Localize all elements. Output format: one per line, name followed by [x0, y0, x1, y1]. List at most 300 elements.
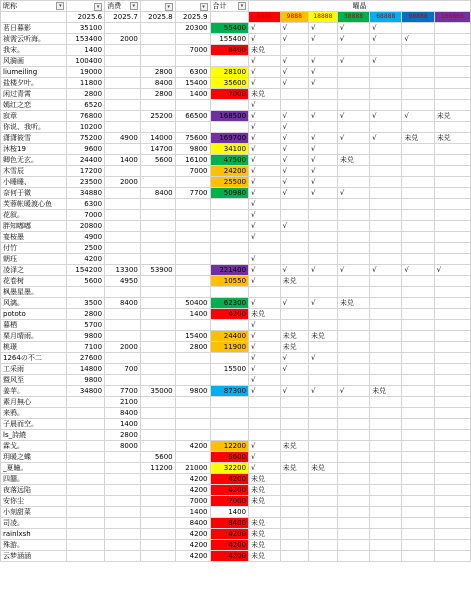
level-cell[interactable] — [402, 78, 434, 89]
month-cell[interactable] — [140, 430, 175, 441]
level-cell[interactable] — [249, 430, 281, 441]
level-cell[interactable] — [370, 364, 402, 375]
level-cell[interactable]: √ — [249, 122, 281, 133]
month-cell[interactable] — [140, 551, 175, 562]
level-cell[interactable]: √ — [308, 34, 337, 45]
level-cell[interactable] — [434, 342, 470, 353]
level-cell[interactable]: √ — [280, 155, 308, 166]
level-cell[interactable] — [434, 177, 470, 188]
name-cell[interactable]: 司凌。 — [1, 518, 67, 529]
level-cell[interactable] — [308, 232, 337, 243]
total-cell[interactable] — [210, 254, 249, 265]
level-cell[interactable] — [434, 474, 470, 485]
month-cell[interactable] — [140, 100, 175, 111]
month-cell[interactable] — [105, 100, 141, 111]
level-cell[interactable] — [434, 386, 470, 397]
total-cell[interactable]: 4200 — [210, 529, 249, 540]
level-cell[interactable]: √ — [337, 56, 369, 67]
level-cell[interactable] — [280, 89, 308, 100]
level-cell[interactable]: 未兑 — [249, 485, 281, 496]
total-cell[interactable]: 169700 — [210, 133, 249, 144]
month-cell[interactable]: 34880 — [67, 188, 105, 199]
month-cell[interactable] — [175, 353, 210, 364]
month-cell[interactable] — [67, 419, 105, 430]
level-cell[interactable] — [308, 254, 337, 265]
name-cell[interactable]: 芙蓉帐暖渡心鱼 — [1, 199, 67, 210]
level-cell[interactable]: √ — [337, 133, 369, 144]
month-header[interactable]: 2025.6 — [67, 12, 105, 23]
level-cell[interactable]: 未兑 — [249, 529, 281, 540]
level-cell[interactable] — [402, 199, 434, 210]
level-cell[interactable] — [370, 430, 402, 441]
month-cell[interactable] — [105, 331, 141, 342]
level-cell[interactable] — [249, 419, 281, 430]
month-cell[interactable] — [140, 210, 175, 221]
level-cell[interactable] — [402, 89, 434, 100]
level-cell[interactable] — [434, 254, 470, 265]
level-cell[interactable] — [370, 45, 402, 56]
month-cell[interactable] — [175, 320, 210, 331]
level-cell[interactable] — [402, 100, 434, 111]
month-cell[interactable] — [105, 78, 141, 89]
month-cell[interactable]: 4950 — [105, 276, 141, 287]
level-cell[interactable]: √ — [308, 386, 337, 397]
month-cell[interactable] — [105, 254, 141, 265]
level-cell[interactable]: √ — [249, 199, 281, 210]
level-cell[interactable] — [402, 485, 434, 496]
month-cell[interactable] — [67, 518, 105, 529]
level-cell[interactable] — [370, 309, 402, 320]
month-cell[interactable]: 2000 — [105, 177, 141, 188]
level-cell[interactable]: √ — [308, 67, 337, 78]
header-name[interactable]: 昵称 ▾ — [1, 1, 67, 12]
level-cell[interactable] — [402, 56, 434, 67]
level-cell[interactable] — [402, 67, 434, 78]
level-cell[interactable] — [370, 441, 402, 452]
month-cell[interactable]: 4200 — [175, 474, 210, 485]
level-cell[interactable] — [370, 243, 402, 254]
level-cell[interactable] — [370, 397, 402, 408]
month-cell[interactable]: 1400 — [175, 309, 210, 320]
month-cell[interactable]: 4200 — [67, 254, 105, 265]
level-cell[interactable] — [337, 397, 369, 408]
name-cell[interactable]: 小睡睡、 — [1, 177, 67, 188]
level-cell[interactable] — [402, 287, 434, 298]
total-cell[interactable]: 34100 — [210, 144, 249, 155]
total-cell[interactable] — [210, 397, 249, 408]
total-cell[interactable] — [210, 210, 249, 221]
month-cell[interactable] — [105, 111, 141, 122]
level-cell[interactable] — [434, 100, 470, 111]
name-cell[interactable]: 花卷树 — [1, 276, 67, 287]
month-cell[interactable]: 14700 — [140, 144, 175, 155]
month-cell[interactable] — [105, 375, 141, 386]
name-cell[interactable]: 四囍。 — [1, 474, 67, 485]
level-cell[interactable] — [280, 529, 308, 540]
month-cell[interactable] — [140, 353, 175, 364]
level-cell[interactable] — [370, 89, 402, 100]
level-cell[interactable] — [402, 210, 434, 221]
total-cell[interactable]: 7000 — [210, 89, 249, 100]
level-cell[interactable] — [337, 419, 369, 430]
month-cell[interactable]: 19000 — [67, 67, 105, 78]
level-cell[interactable] — [337, 320, 369, 331]
level-cell[interactable] — [402, 353, 434, 364]
month-cell[interactable]: 9800 — [175, 386, 210, 397]
month-cell[interactable]: 4200 — [175, 551, 210, 562]
total-cell[interactable] — [210, 221, 249, 232]
level-cell[interactable] — [280, 254, 308, 265]
month-cell[interactable] — [140, 221, 175, 232]
level-cell[interactable]: 未兑 — [434, 133, 470, 144]
month-cell[interactable]: 8400 — [140, 188, 175, 199]
level-cell[interactable] — [249, 243, 281, 254]
level-cell[interactable] — [337, 122, 369, 133]
level-cell[interactable] — [434, 144, 470, 155]
level-cell[interactable] — [370, 353, 402, 364]
month-cell[interactable]: 15400 — [175, 331, 210, 342]
total-cell[interactable]: 4200 — [210, 540, 249, 551]
level-cell[interactable]: √ — [308, 155, 337, 166]
level-cell[interactable] — [337, 67, 369, 78]
month-cell[interactable] — [105, 23, 141, 34]
level-cell[interactable] — [402, 441, 434, 452]
level-cell[interactable]: √ — [249, 298, 281, 309]
level-cell[interactable]: √ — [308, 111, 337, 122]
total-cell[interactable]: 11900 — [210, 342, 249, 353]
level-cell[interactable] — [434, 320, 470, 331]
level-cell[interactable]: √ — [249, 144, 281, 155]
month-cell[interactable] — [175, 56, 210, 67]
name-cell[interactable]: 花叙。 — [1, 210, 67, 221]
month-cell[interactable] — [105, 518, 141, 529]
month-cell[interactable] — [67, 287, 105, 298]
month-cell[interactable]: 1400 — [105, 155, 141, 166]
level-cell[interactable]: √ — [370, 23, 402, 34]
level-cell[interactable] — [337, 331, 369, 342]
level-cell[interactable] — [434, 276, 470, 287]
level-cell[interactable]: √ — [308, 177, 337, 188]
level-cell[interactable] — [402, 45, 434, 56]
level-cell[interactable]: √ — [249, 67, 281, 78]
level-cell[interactable] — [402, 232, 434, 243]
level-cell[interactable] — [337, 441, 369, 452]
level-cell[interactable]: 未兑 — [249, 45, 281, 56]
month-cell[interactable]: 7000 — [175, 496, 210, 507]
month-cell[interactable]: 14800 — [67, 364, 105, 375]
level-cell[interactable] — [370, 287, 402, 298]
month-cell[interactable] — [67, 496, 105, 507]
total-cell[interactable] — [210, 408, 249, 419]
level-cell[interactable]: √ — [280, 34, 308, 45]
level-cell[interactable]: √ — [308, 56, 337, 67]
month-cell[interactable]: 7700 — [105, 386, 141, 397]
level-cell[interactable]: √ — [249, 210, 281, 221]
level-cell[interactable]: √ — [337, 188, 369, 199]
name-cell[interactable]: 安你尘 — [1, 496, 67, 507]
name-cell[interactable]: _夏瞳。 — [1, 463, 67, 474]
level-cell[interactable] — [308, 496, 337, 507]
name-cell[interactable]: 付竹 — [1, 243, 67, 254]
month-cell[interactable] — [105, 188, 141, 199]
level-cell[interactable] — [370, 496, 402, 507]
level-cell[interactable] — [402, 243, 434, 254]
level-cell[interactable]: √ — [308, 166, 337, 177]
month-cell[interactable] — [140, 298, 175, 309]
month-cell[interactable]: 50400 — [175, 298, 210, 309]
level-cell[interactable] — [370, 375, 402, 386]
level-cell[interactable] — [337, 529, 369, 540]
month-cell[interactable] — [140, 408, 175, 419]
level-cell[interactable] — [337, 408, 369, 419]
month-cell[interactable] — [175, 221, 210, 232]
filter-dropdown-icon[interactable]: ▾ — [165, 3, 173, 11]
month-cell[interactable]: 3500 — [67, 298, 105, 309]
name-cell[interactable]: pototo — [1, 309, 67, 320]
level-cell[interactable] — [402, 452, 434, 463]
name-cell[interactable]: 嫣红之恋 — [1, 100, 67, 111]
month-cell[interactable]: 8400 — [140, 78, 175, 89]
total-cell[interactable] — [210, 100, 249, 111]
level-cell[interactable] — [280, 452, 308, 463]
month-cell[interactable]: 7000 — [67, 210, 105, 221]
level-cell[interactable] — [402, 496, 434, 507]
month-cell[interactable] — [105, 551, 141, 562]
month-header[interactable]: 2025.9 — [175, 12, 210, 23]
level-cell[interactable]: √ — [280, 111, 308, 122]
level-cell[interactable]: √ — [249, 155, 281, 166]
level-cell[interactable] — [280, 419, 308, 430]
level-cell[interactable] — [280, 551, 308, 562]
level-cell[interactable]: √ — [249, 375, 281, 386]
level-cell[interactable]: 未兑 — [370, 386, 402, 397]
total-cell[interactable]: 24200 — [210, 166, 249, 177]
total-cell[interactable] — [210, 430, 249, 441]
level-cell[interactable]: √ — [249, 133, 281, 144]
name-cell[interactable]: 闲过青霄 — [1, 89, 67, 100]
total-cell[interactable]: 24400 — [210, 331, 249, 342]
level-cell[interactable] — [308, 529, 337, 540]
name-cell[interactable]: 寂章 — [1, 111, 67, 122]
name-cell[interactable]: liumeiling — [1, 67, 67, 78]
level-cell[interactable] — [370, 452, 402, 463]
level-cell[interactable] — [402, 122, 434, 133]
name-cell[interactable]: 夜落远陷 — [1, 485, 67, 496]
month-cell[interactable]: 75600 — [175, 133, 210, 144]
level-cell[interactable] — [280, 309, 308, 320]
level-cell[interactable] — [434, 78, 470, 89]
level-cell[interactable] — [434, 331, 470, 342]
level-cell[interactable] — [434, 56, 470, 67]
month-cell[interactable] — [105, 540, 141, 551]
month-cell[interactable] — [140, 364, 175, 375]
level-cell[interactable]: √ — [249, 111, 281, 122]
level-cell[interactable]: √ — [249, 221, 281, 232]
month-cell[interactable] — [105, 144, 141, 155]
month-cell[interactable] — [140, 474, 175, 485]
level-cell[interactable] — [434, 551, 470, 562]
level-cell[interactable] — [308, 419, 337, 430]
level-cell[interactable] — [434, 23, 470, 34]
level-cell[interactable] — [402, 254, 434, 265]
month-cell[interactable]: 6300 — [175, 67, 210, 78]
name-cell[interactable]: rainlxsh — [1, 529, 67, 540]
month-cell[interactable] — [175, 177, 210, 188]
level-cell[interactable] — [402, 375, 434, 386]
month-cell[interactable] — [140, 232, 175, 243]
level-cell[interactable]: √ — [337, 265, 369, 276]
level-cell[interactable] — [308, 276, 337, 287]
month-cell[interactable] — [140, 56, 175, 67]
level-cell[interactable] — [337, 100, 369, 111]
month-cell[interactable]: 76800 — [67, 111, 105, 122]
month-cell[interactable] — [140, 419, 175, 430]
level-cell[interactable] — [337, 232, 369, 243]
level-cell[interactable] — [337, 177, 369, 188]
month-cell[interactable]: 8400 — [175, 518, 210, 529]
month-cell[interactable]: 2800 — [105, 430, 141, 441]
level-cell[interactable] — [337, 144, 369, 155]
total-cell[interactable]: 7000 — [210, 496, 249, 507]
level-cell[interactable] — [402, 331, 434, 342]
month-cell[interactable]: 35100 — [67, 23, 105, 34]
level-cell[interactable]: √ — [308, 78, 337, 89]
level-cell[interactable] — [308, 243, 337, 254]
level-cell[interactable] — [370, 144, 402, 155]
month-cell[interactable]: 20800 — [67, 221, 105, 232]
total-cell[interactable]: 35600 — [210, 78, 249, 89]
month-cell[interactable] — [105, 529, 141, 540]
level-cell[interactable] — [402, 309, 434, 320]
level-cell[interactable] — [308, 342, 337, 353]
total-cell[interactable]: 47500 — [210, 155, 249, 166]
month-cell[interactable]: 75200 — [67, 133, 105, 144]
level-cell[interactable]: √ — [308, 133, 337, 144]
month-cell[interactable] — [175, 232, 210, 243]
month-cell[interactable]: 9800 — [175, 144, 210, 155]
month-cell[interactable]: 2100 — [105, 397, 141, 408]
month-cell[interactable]: 1400 — [67, 45, 105, 56]
level-cell[interactable]: 未兑 — [249, 551, 281, 562]
month-cell[interactable]: 6300 — [67, 199, 105, 210]
filter-dropdown-icon[interactable]: ▾ — [56, 2, 64, 10]
month-cell[interactable]: 5600 — [67, 276, 105, 287]
month-cell[interactable] — [175, 265, 210, 276]
month-cell[interactable] — [140, 331, 175, 342]
level-cell[interactable] — [434, 89, 470, 100]
level-cell[interactable] — [434, 45, 470, 56]
level-cell[interactable] — [402, 386, 434, 397]
month-cell[interactable]: 24400 — [67, 155, 105, 166]
total-cell[interactable]: 155400 — [210, 34, 249, 45]
month-cell[interactable] — [175, 243, 210, 254]
month-cell[interactable]: 2800 — [67, 89, 105, 100]
level-cell[interactable] — [280, 485, 308, 496]
name-cell[interactable]: 潇潇筱雪 — [1, 133, 67, 144]
level-cell[interactable] — [434, 496, 470, 507]
level-cell[interactable] — [280, 100, 308, 111]
level-cell[interactable] — [337, 243, 369, 254]
total-cell[interactable]: 62300 — [210, 298, 249, 309]
month-cell[interactable] — [67, 441, 105, 452]
name-cell[interactable]: 玥暖之蝶 — [1, 452, 67, 463]
level-cell[interactable] — [434, 353, 470, 364]
level-cell[interactable]: √ — [249, 331, 281, 342]
month-cell[interactable]: 100400 — [67, 56, 105, 67]
level-cell[interactable] — [402, 276, 434, 287]
level-cell[interactable] — [402, 320, 434, 331]
level-cell[interactable]: √ — [280, 188, 308, 199]
month-cell[interactable]: 700 — [105, 364, 141, 375]
level-cell[interactable] — [370, 298, 402, 309]
total-cell[interactable]: 8400 — [210, 518, 249, 529]
level-cell[interactable] — [308, 441, 337, 452]
level-cell[interactable]: √ — [308, 265, 337, 276]
level-cell[interactable]: √ — [280, 386, 308, 397]
level-cell[interactable] — [337, 518, 369, 529]
month-cell[interactable] — [105, 287, 141, 298]
level-cell[interactable]: √ — [308, 144, 337, 155]
level-cell[interactable] — [280, 243, 308, 254]
level-cell[interactable] — [434, 529, 470, 540]
level-cell[interactable] — [370, 78, 402, 89]
name-cell[interactable]: 风漪画 — [1, 56, 67, 67]
month-cell[interactable]: 1400 — [105, 419, 141, 430]
name-cell[interactable]: 栗月晴雨。 — [1, 331, 67, 342]
total-cell[interactable]: 12200 — [210, 441, 249, 452]
level-cell[interactable] — [434, 188, 470, 199]
level-cell[interactable] — [434, 375, 470, 386]
level-cell[interactable] — [434, 309, 470, 320]
total-cell[interactable]: 87300 — [210, 386, 249, 397]
level-cell[interactable] — [434, 518, 470, 529]
level-cell[interactable]: √ — [370, 265, 402, 276]
month-cell[interactable]: 9600 — [67, 144, 105, 155]
level-cell[interactable]: √ — [249, 342, 281, 353]
level-cell[interactable]: √ — [280, 265, 308, 276]
level-cell[interactable] — [308, 89, 337, 100]
month-cell[interactable]: 8400 — [105, 408, 141, 419]
total-cell[interactable] — [210, 419, 249, 430]
level-cell[interactable] — [249, 397, 281, 408]
level-cell[interactable] — [308, 452, 337, 463]
name-cell[interactable]: 木雪辰 — [1, 166, 67, 177]
month-cell[interactable] — [67, 408, 105, 419]
level-cell[interactable] — [308, 485, 337, 496]
level-cell[interactable] — [434, 540, 470, 551]
level-cell[interactable] — [308, 199, 337, 210]
level-cell[interactable] — [402, 177, 434, 188]
level-cell[interactable] — [308, 551, 337, 562]
month-cell[interactable] — [140, 342, 175, 353]
level-cell[interactable] — [434, 430, 470, 441]
month-cell[interactable] — [67, 529, 105, 540]
level-cell[interactable] — [402, 518, 434, 529]
month-cell[interactable] — [140, 177, 175, 188]
month-cell[interactable] — [67, 397, 105, 408]
level-cell[interactable]: 未兑 — [249, 89, 281, 100]
name-cell[interactable]: 来鸦。 — [1, 408, 67, 419]
level-cell[interactable]: 未兑 — [308, 463, 337, 474]
level-cell[interactable]: 未兑 — [249, 474, 281, 485]
month-cell[interactable] — [105, 166, 141, 177]
name-cell[interactable]: 素月無心 — [1, 397, 67, 408]
level-cell[interactable]: √ — [249, 78, 281, 89]
month-cell[interactable]: 2800 — [140, 89, 175, 100]
level-cell[interactable] — [370, 529, 402, 540]
level-cell[interactable]: √ — [280, 353, 308, 364]
month-cell[interactable] — [140, 276, 175, 287]
